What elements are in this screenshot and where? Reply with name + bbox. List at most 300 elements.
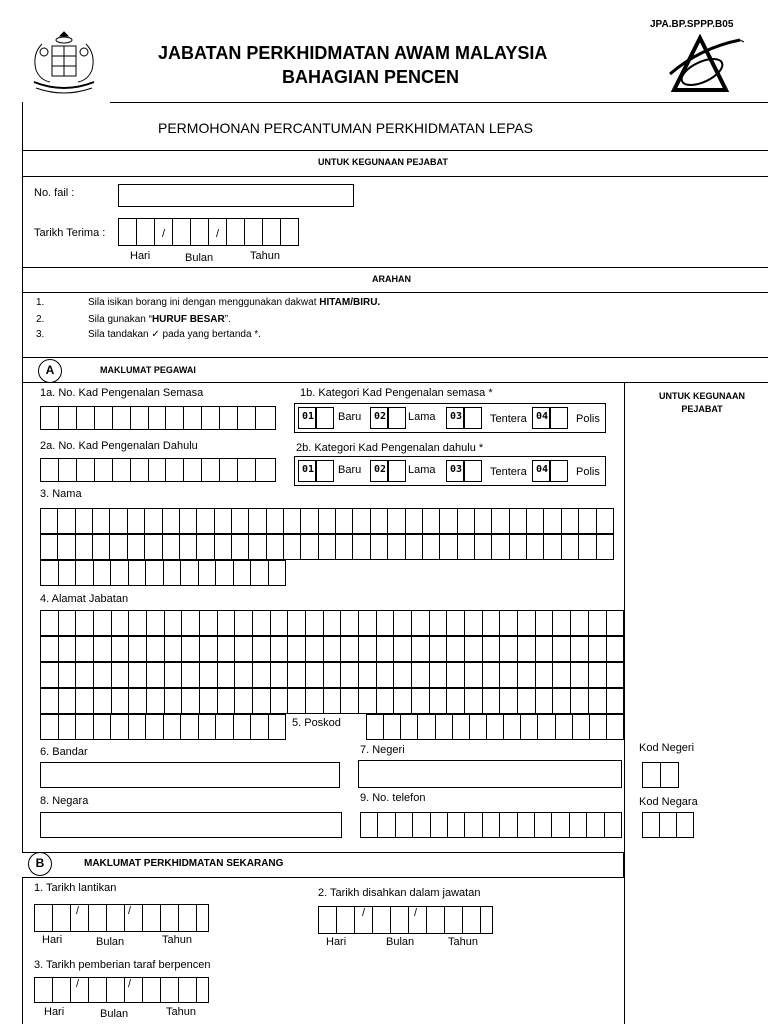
arahan-num-3: 3. [36,329,45,340]
char-cell[interactable] [447,611,465,635]
char-cell[interactable] [377,611,395,635]
char-cell[interactable] [571,637,589,661]
char-cell[interactable] [271,689,289,713]
char-cell[interactable] [470,715,487,739]
char-cell[interactable] [394,663,412,687]
char-cell[interactable] [271,611,289,635]
no-fail-input[interactable] [118,184,354,207]
char-cell[interactable] [59,561,77,585]
char-cell[interactable] [359,611,377,635]
char-cell[interactable] [218,637,236,661]
char-cell[interactable] [500,813,517,837]
char-cell[interactable] [487,715,504,739]
char-cell[interactable] [361,813,378,837]
char-cell[interactable] [500,637,518,661]
nama-row-3[interactable] [40,560,286,586]
char-cell[interactable] [538,715,555,739]
char-cell[interactable] [324,663,342,687]
char-cell[interactable] [504,715,521,739]
char-cell[interactable] [200,611,218,635]
char-cell[interactable] [76,715,94,739]
char-cell[interactable] [465,689,483,713]
char-cell[interactable] [165,689,183,713]
char-cell[interactable] [128,535,145,559]
char-cell[interactable] [394,637,412,661]
bulan-label: Bulan [185,252,214,264]
char-cell[interactable] [458,509,475,533]
char-cell[interactable] [200,637,218,661]
char-cell[interactable] [215,509,232,533]
form-left-border [22,102,23,1024]
char-cell[interactable] [76,689,94,713]
char-cell[interactable] [571,663,589,687]
negara-input[interactable] [40,812,342,838]
nama-row-2[interactable] [40,534,614,560]
char-cell[interactable] [301,509,318,533]
char-cell[interactable] [562,509,579,533]
char-cell[interactable] [324,637,342,661]
q2a-label: 2a. No. Kad Pengenalan Dahulu [40,440,198,452]
char-cell[interactable] [59,611,77,635]
char-cell[interactable] [129,663,147,687]
alamat-row-3[interactable] [40,662,624,688]
char-cell[interactable] [94,715,112,739]
char-cell[interactable] [145,509,162,533]
kod-negeri-input[interactable] [642,762,679,788]
char-cell[interactable] [579,509,596,533]
char-cell[interactable] [607,689,625,713]
char-cell[interactable] [93,535,110,559]
poskod-input[interactable] [366,714,624,740]
b3-slash-1: / [76,978,80,990]
char-cell[interactable] [388,509,405,533]
char-cell[interactable] [253,663,271,687]
alamat-row-5[interactable] [40,714,286,740]
char-cell[interactable] [556,715,573,739]
char-cell[interactable] [253,637,271,661]
char-cell[interactable] [216,715,234,739]
char-cell[interactable] [552,813,569,837]
char-cell[interactable] [465,663,483,687]
char-cell[interactable] [562,535,579,559]
char-cell[interactable] [234,715,252,739]
char-cell[interactable] [590,715,607,739]
char-cell[interactable] [111,715,129,739]
char-cell[interactable] [59,689,77,713]
char-cell[interactable] [483,689,501,713]
char-cell[interactable] [235,689,253,713]
char-cell[interactable] [587,813,604,837]
char-cell[interactable] [288,637,306,661]
tarikh-berpencen-date[interactable] [34,977,209,1003]
char-cell[interactable] [41,561,59,585]
char-cell[interactable] [353,509,370,533]
char-cell[interactable] [475,535,492,559]
char-cell[interactable] [182,689,200,713]
char-cell[interactable] [110,535,127,559]
char-cell[interactable] [359,689,377,713]
char-cell[interactable] [492,535,509,559]
char-cell[interactable] [341,611,359,635]
char-cell[interactable] [235,611,253,635]
char-cell[interactable] [267,535,284,559]
char-cell[interactable] [128,509,145,533]
char-cell[interactable] [76,561,94,585]
char-cell[interactable] [483,637,501,661]
char-cell[interactable] [181,561,199,585]
char-cell[interactable] [430,689,448,713]
b3-bulan: Bulan [100,1008,129,1020]
char-cell[interactable] [180,509,197,533]
char-cell[interactable] [165,611,183,635]
char-cell[interactable] [197,509,214,533]
char-cell[interactable] [536,689,554,713]
char-cell[interactable] [394,611,412,635]
tarikh-terima-label: Tarikh Terima : [34,227,106,239]
char-cell[interactable] [521,715,538,739]
char-cell[interactable] [423,509,440,533]
char-cell[interactable] [418,715,435,739]
char-cell[interactable] [336,509,353,533]
char-cell[interactable] [41,535,58,559]
char-cell[interactable] [41,637,59,661]
char-cell[interactable] [182,663,200,687]
char-cell[interactable] [571,611,589,635]
char-cell[interactable] [431,813,448,837]
char-cell[interactable] [234,561,252,585]
char-cell[interactable] [510,509,527,533]
char-cell[interactable] [249,509,266,533]
char-cell[interactable] [500,611,518,635]
char-cell[interactable] [492,509,509,533]
char-cell[interactable] [483,611,501,635]
char-cell[interactable] [341,663,359,687]
char-cell[interactable] [324,611,342,635]
char-cell[interactable] [306,611,324,635]
alamat-row-2[interactable] [40,636,624,662]
char-cell[interactable] [146,561,164,585]
char-cell[interactable] [440,509,457,533]
tarikh-terima-date[interactable] [118,218,299,246]
char-cell[interactable] [59,663,77,687]
char-cell[interactable] [447,689,465,713]
char-cell[interactable] [94,689,112,713]
char-cell[interactable] [199,715,217,739]
char-cell[interactable] [76,663,94,687]
char-cell[interactable] [271,637,289,661]
char-cell[interactable] [359,637,377,661]
char-cell[interactable] [401,715,418,739]
char-cell[interactable] [232,509,249,533]
alamat-row-1[interactable] [40,610,624,636]
char-cell[interactable] [249,535,266,559]
char-cell[interactable] [475,509,492,533]
char-cell[interactable] [544,535,561,559]
char-cell[interactable] [589,663,607,687]
char-cell[interactable] [396,813,413,837]
char-cell[interactable] [336,535,353,559]
char-cell[interactable] [377,663,395,687]
char-cell[interactable] [301,535,318,559]
char-cell[interactable] [465,637,483,661]
char-cell[interactable] [147,689,165,713]
char-cell[interactable] [465,813,482,837]
char-cell[interactable] [163,509,180,533]
char-cell[interactable] [412,663,430,687]
char-cell[interactable] [605,813,622,837]
char-cell[interactable] [384,715,401,739]
char-cell[interactable] [388,535,405,559]
char-cell[interactable] [284,509,301,533]
char-cell[interactable] [267,509,284,533]
char-cell[interactable] [394,689,412,713]
char-cell[interactable] [59,637,77,661]
char-cell[interactable] [319,509,336,533]
char-cell[interactable] [218,611,236,635]
char-cell[interactable] [41,715,59,739]
char-cell[interactable] [447,663,465,687]
char-cell[interactable] [76,611,94,635]
char-cell[interactable] [483,813,500,837]
char-cell[interactable] [436,715,453,739]
char-cell[interactable] [319,535,336,559]
char-cell[interactable] [483,663,501,687]
char-cell[interactable] [129,611,147,635]
char-cell[interactable] [253,689,271,713]
char-cell[interactable] [324,689,342,713]
char-cell[interactable] [41,663,59,687]
char-cell[interactable] [180,535,197,559]
char-cell[interactable] [251,715,269,739]
char-cell[interactable] [112,689,130,713]
char-cell[interactable] [353,535,370,559]
char-cell[interactable] [510,535,527,559]
char-cell[interactable] [218,663,236,687]
char-cell[interactable] [430,611,448,635]
char-cell[interactable] [371,535,388,559]
char-cell[interactable] [589,689,607,713]
char-cell[interactable] [440,535,457,559]
char-cell[interactable] [430,663,448,687]
char-cell[interactable] [306,663,324,687]
char-cell[interactable] [216,561,234,585]
char-cell[interactable] [536,663,554,687]
char-cell[interactable] [518,813,535,837]
char-cell[interactable] [111,561,129,585]
char-cell[interactable] [288,663,306,687]
nama-row-1[interactable] [40,508,614,534]
char-cell[interactable] [544,509,561,533]
char-cell[interactable] [359,663,377,687]
char-cell[interactable] [413,813,430,837]
q1b-label: 1b. Kategori Kad Pengenalan semasa * [300,387,493,399]
char-cell[interactable] [76,509,93,533]
char-cell[interactable] [288,611,306,635]
char-cell[interactable] [597,509,614,533]
cat-checkbox-polis[interactable] [550,407,568,429]
char-cell[interactable] [147,611,165,635]
char-cell[interactable] [535,813,552,837]
current-ic-number-input[interactable] [40,406,276,430]
char-cell[interactable] [251,561,269,585]
char-cell[interactable] [500,663,518,687]
char-cell[interactable] [146,715,164,739]
char-cell[interactable] [453,715,470,739]
char-cell[interactable] [377,689,395,713]
char-cell[interactable] [447,637,465,661]
arahan-num-2: 2. [36,314,45,325]
char-cell[interactable] [458,535,475,559]
char-cell[interactable] [607,637,625,661]
char-cell[interactable] [215,535,232,559]
char-cell[interactable] [607,715,624,739]
char-cell[interactable] [165,637,183,661]
alamat-row-4[interactable] [40,688,624,714]
char-cell[interactable] [271,663,289,687]
char-cell[interactable] [607,611,625,635]
char-cell[interactable] [553,637,571,661]
char-cell[interactable] [269,561,287,585]
char-cell[interactable] [406,509,423,533]
char-cell[interactable] [94,561,112,585]
char-cell[interactable] [235,637,253,661]
char-cell[interactable] [518,663,536,687]
char-cell[interactable] [232,535,249,559]
char-cell[interactable] [589,611,607,635]
char-cell[interactable] [129,689,147,713]
char-cell[interactable] [412,637,430,661]
char-cell[interactable] [579,535,596,559]
char-cell[interactable] [288,689,306,713]
telefon-input[interactable] [360,812,622,838]
char-cell[interactable] [269,715,287,739]
char-cell[interactable] [164,715,182,739]
char-cell[interactable] [553,663,571,687]
char-cell[interactable] [553,689,571,713]
char-cell[interactable] [430,637,448,661]
char-cell[interactable] [607,663,625,687]
char-cell[interactable] [597,535,614,559]
kod-negeri-label: Kod Negeri [639,742,695,754]
char-cell[interactable] [41,611,59,635]
char-cell[interactable] [181,715,199,739]
char-cell[interactable] [377,637,395,661]
char-cell[interactable] [129,561,147,585]
char-cell[interactable] [423,535,440,559]
prev-cat-checkbox-polis[interactable] [550,460,568,482]
char-cell[interactable] [218,689,236,713]
char-cell[interactable] [182,637,200,661]
char-cell[interactable] [306,637,324,661]
char-cell[interactable] [59,715,77,739]
char-cell[interactable] [571,689,589,713]
char-cell[interactable] [341,689,359,713]
char-cell[interactable] [129,637,147,661]
char-cell[interactable] [58,509,75,533]
char-cell[interactable] [163,535,180,559]
prev-cat-checkbox-tentera[interactable] [464,460,482,482]
previous-ic-number-input[interactable] [40,458,276,482]
char-cell[interactable] [76,535,93,559]
char-cell[interactable] [527,509,544,533]
char-cell[interactable] [412,689,430,713]
char-cell[interactable] [553,611,571,635]
char-cell[interactable] [284,535,301,559]
char-cell[interactable] [527,535,544,559]
char-cell[interactable] [112,637,130,661]
char-cell[interactable] [235,663,253,687]
char-cell[interactable] [518,689,536,713]
negeri-input[interactable] [358,760,622,788]
char-cell[interactable] [93,509,110,533]
char-cell[interactable] [536,637,554,661]
char-cell[interactable] [199,561,217,585]
char-cell[interactable] [341,637,359,661]
char-cell[interactable] [518,637,536,661]
char-cell[interactable] [200,689,218,713]
prev-cat-checkbox-baru[interactable] [316,460,334,482]
char-cell[interactable] [371,509,388,533]
prev-cat-checkbox-lama[interactable] [388,460,406,482]
tarikh-disahkan-date[interactable] [318,906,493,934]
cat-checkbox-lama[interactable] [388,407,406,429]
char-cell[interactable] [94,637,112,661]
char-cell[interactable] [41,509,58,533]
char-cell[interactable] [164,561,182,585]
prev-cat-code-02: 02 [370,460,388,482]
char-cell[interactable] [253,611,271,635]
char-cell[interactable] [76,637,94,661]
char-cell[interactable] [518,611,536,635]
char-cell[interactable] [165,663,183,687]
char-cell[interactable] [500,689,518,713]
char-cell[interactable] [145,535,162,559]
char-cell[interactable] [536,611,554,635]
cat-checkbox-baru[interactable] [316,407,334,429]
char-cell[interactable] [94,663,112,687]
char-cell[interactable] [589,637,607,661]
kod-negara-input[interactable] [642,812,694,838]
char-cell[interactable] [147,663,165,687]
char-cell[interactable] [112,611,130,635]
char-cell[interactable] [412,611,430,635]
bandar-input[interactable] [40,762,340,788]
cat-checkbox-tentera[interactable] [464,407,482,429]
char-cell[interactable] [58,535,75,559]
char-cell[interactable] [448,813,465,837]
char-cell[interactable] [306,689,324,713]
cat-label-polis: Polis [576,413,600,425]
char-cell[interactable] [570,813,587,837]
char-cell[interactable] [378,813,395,837]
char-cell[interactable] [406,535,423,559]
char-cell[interactable] [110,509,127,533]
char-cell[interactable] [112,663,130,687]
char-cell[interactable] [94,611,112,635]
char-cell[interactable] [129,715,147,739]
char-cell[interactable] [367,715,384,739]
tarikh-lantikan-date[interactable] [34,904,209,932]
arahan-heading: ARAHAN [372,274,411,284]
char-cell[interactable] [41,689,59,713]
char-cell[interactable] [200,663,218,687]
char-cell[interactable] [147,637,165,661]
char-cell[interactable] [197,535,214,559]
char-cell[interactable] [573,715,590,739]
char-cell[interactable] [182,611,200,635]
tahun-label: Tahun [250,250,280,262]
char-cell[interactable] [465,611,483,635]
